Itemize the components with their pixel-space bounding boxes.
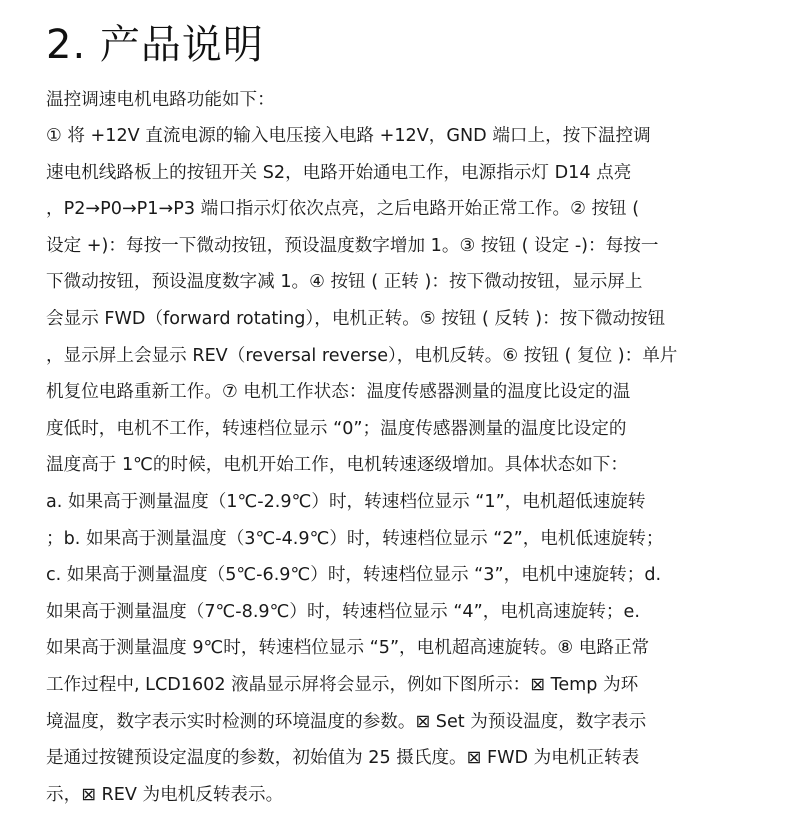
text-line: 工作过程中, LCD1602 液晶显示屏将会显示，例如下图所示：⊠ Temp 为环 (46, 674, 639, 695)
text-line: 设定 +)：每按一下微动按钮，预设温度数字增加 1。③ 按钮 ( 设定 -)：每按一 (46, 235, 659, 256)
text-line: ，显示屏上会显示 REV（reversal reverse），电机反转。⑥ 按钮 ( 复位 )：单片 (46, 345, 678, 366)
text-line: a. 如果高于测量温度（1℃-2.9℃）时，转速档位显示 “1”，电机超低速旋转 (46, 491, 646, 512)
text-line: ，P2→P0→P1→P3 端口指示灯依次点亮，之后电路开始正常工作。② 按钮 ( (46, 199, 640, 220)
description-body (46, 118, 762, 813)
text-line: 如果高于测量温度（7℃-8.9℃）时，转速档位显示 “4”，电机高速旋转；e. (46, 601, 640, 622)
text-line: ；b. 如果高于测量温度（3℃-4.9℃）时，转速档位显示 “2”，电机低速旋转； (46, 528, 664, 549)
text-line: 下微动按钮，预设温度数字减 1。④ 按钮 ( 正转 )：按下微动按钮，显示屏上 (46, 272, 643, 293)
intro-text: 温控调速电机电路功能如下： (46, 90, 275, 110)
text-line: 度低时，电机不工作，转速档位显示 “0”；温度传感器测量的温度比设定的 (46, 418, 627, 439)
text-line: ① 将 +12V 直流电源的输入电压接入电路 +12V，GND 端口上，按下温控调 (46, 126, 651, 146)
text-line: 如果高于测量温度 9℃时，转速档位显示 “5”，电机超高速旋转。⑧ 电路正常 (46, 638, 650, 659)
text-line: 会显示 FWD（forward rotating），电机正转。⑤ 按钮 ( 反转 )：按下微动按钮 (46, 308, 666, 329)
document-page (46, 20, 762, 813)
text-line: 速电机线路板上的按钮开关 S2，电路开始通电工作，电源指示灯 D14 点亮 (46, 162, 632, 183)
text-line: 境温度，数字表示实时检测的环境温度的参数。⊠ Set 为预设温度，数字表示 (46, 711, 647, 732)
text-line: 是通过按键预设定温度的参数，初始值为 25 摄氏度。⊠ FWD 为电机正转表 (46, 748, 640, 769)
section-title: 2. 产品说明 (46, 22, 264, 68)
text-line: 机复位电路重新工作。⑦ 电机工作状态：温度传感器测量的温度比设定的温 (46, 382, 631, 403)
text-line: 温度高于 1℃的时候，电机开始工作，电机转速逐级增加。具体状态如下： (46, 455, 628, 476)
text-line: 示，⊠ REV 为电机反转表示。 (46, 784, 284, 805)
text-line: c. 如果高于测量温度（5℃-6.9℃）时，转速档位显示 “3”，电机中速旋转；d. (46, 565, 662, 586)
